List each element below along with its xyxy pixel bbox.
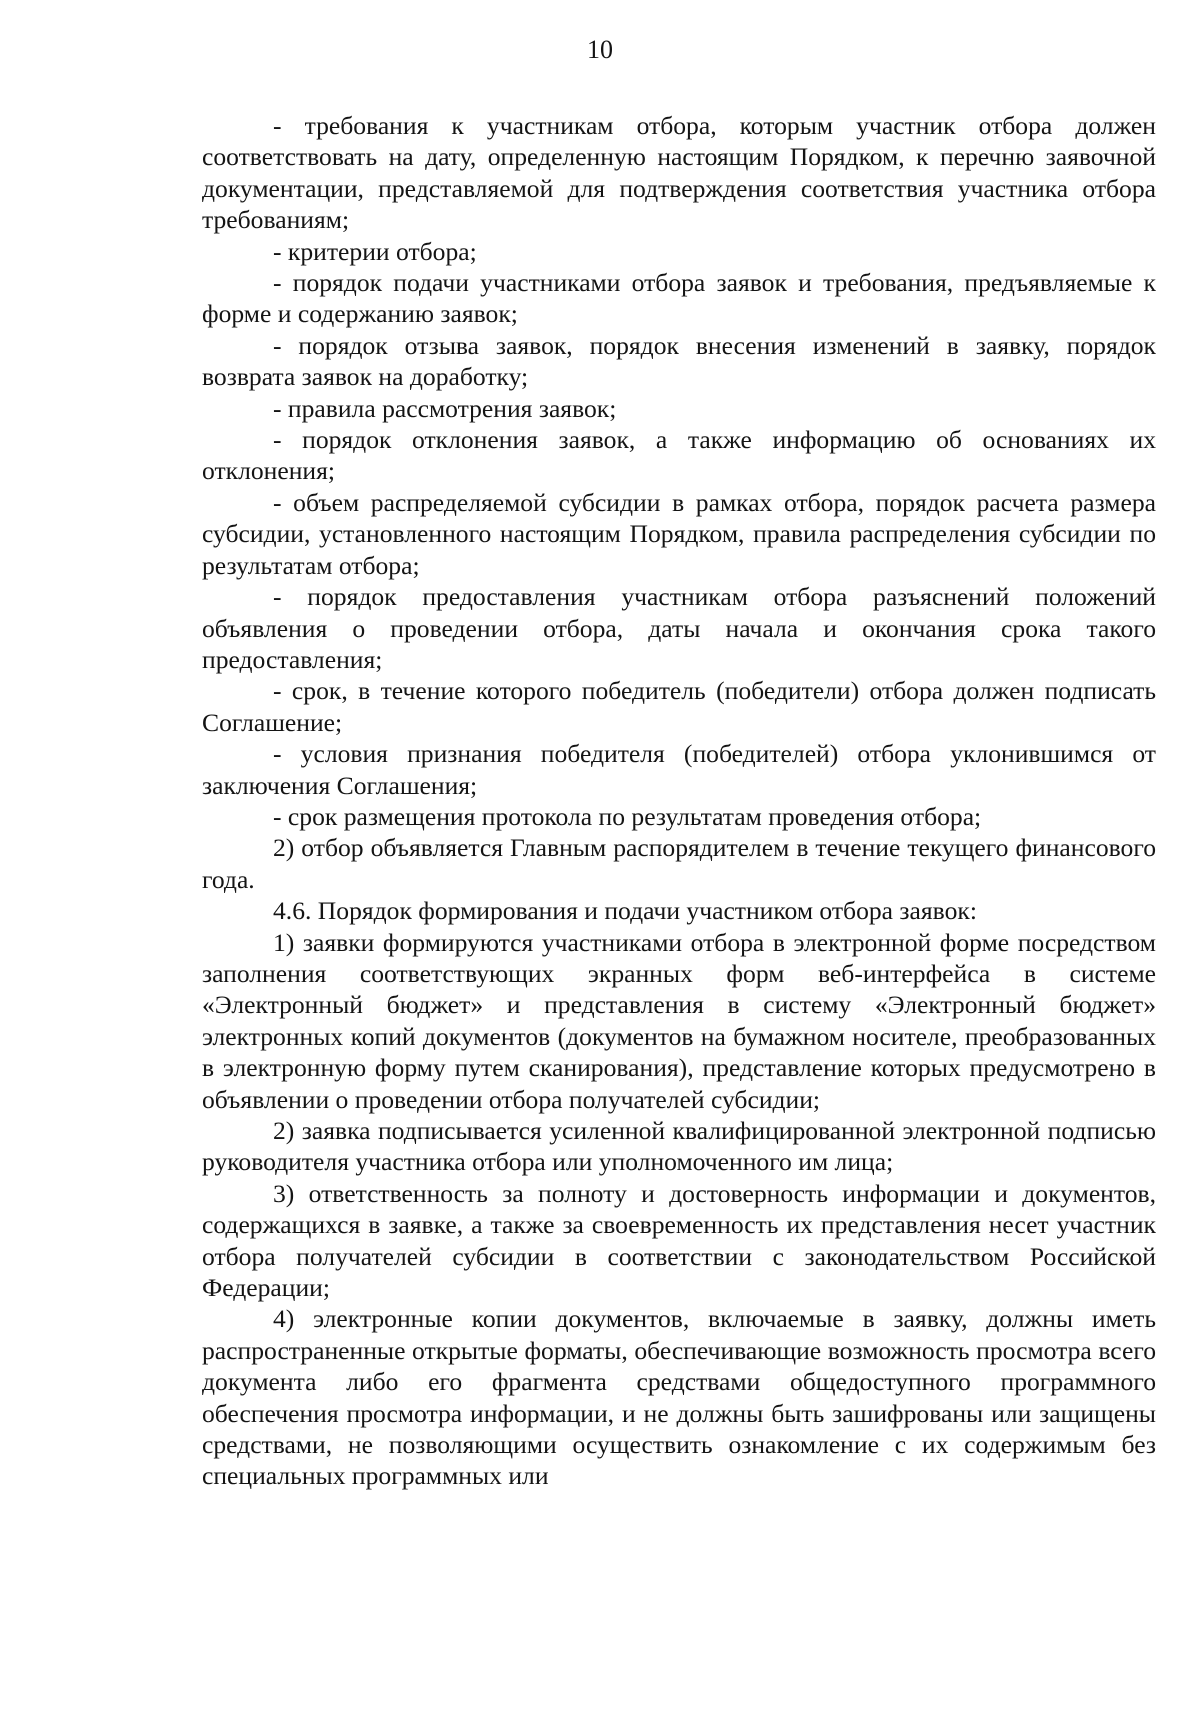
paragraph-criteria: - критерии отбора; (273, 236, 477, 266)
paragraph-rejection-order: - порядок отклонения заявок, а также информацию об основаниях их отклонения; (202, 425, 1156, 486)
section-heading-4-6: 4.6. Порядок формирования и подачи участником отбора заявок: (273, 896, 977, 926)
paragraph-review-rules: - правила рассмотрения заявок; (273, 393, 617, 423)
paragraph-signing-term: - срок, в течение которого победитель (победители) отбора должен подписать Соглашение; (202, 676, 1156, 737)
document-body (202, 110, 1156, 1492)
paragraph-responsibility: 3) ответственность за полноту и достоверность информации и документов, содержащихся в заявке, а также за своевременность их представления несет участник отбора получателей субсидии в соответствии с законодательством Российской Федерации; (202, 1178, 1156, 1303)
paragraph-submission-order: - порядок подачи участниками отбора заявок и требования, предъявляемые к форме и содержанию заявок; (202, 268, 1156, 329)
paragraph-selection-announcement: 2) отбор объявляется Главным распорядителем в течение текущего финансового года. (202, 833, 1156, 894)
paragraph-requirements: - требования к участникам отбора, которым участник отбора должен соответствовать на дату, определенную настоящим Порядком, к перечню заявочной документации, представляемой для подтверждения соответствия участника отбора требованиям; (202, 111, 1156, 235)
paragraph-withdrawal-order: - порядок отзыва заявок, порядок внесения изменений в заявку, порядок возврата заявок на доработку; (202, 330, 1156, 392)
paragraph-subsidy-volume: - объем распределяемой субсидии в рамках отбора, порядок расчета размера субсидии, установленного настоящим Порядком, правила распределения субсидии по результатам отбора; (202, 487, 1156, 580)
paragraph-protocol-term: - срок размещения протокола по результатам проведения отбора; (273, 801, 982, 831)
page-number: 10 (587, 35, 613, 64)
paragraph-electronic-copies: 4) электронные копии документов, включаемые в заявку, должны иметь распространенные открытые форматы, обеспечивающие возможность просмотра всего документа либо его фрагмента средствами общедоступного программного обеспечения просмотра информации, и не должны быть зашифрованы или защищены средствами, не позволяющими осуществить ознакомление с их содержимым без специальных программных или (202, 1304, 1156, 1491)
paragraph-electronic-form: 1) заявки формируются участниками отбора в электронной форме посредством заполнения соответствующих экранных форм веб-интерфейса в системе «Электронный бюджет» и представления в систему «Электронный бюджет» электронных копий документов (документов на бумажном носителе, преобразованных в электронную форму путем сканирования), представление которых предусмотрено в объявлении о проведении отбора получателей субсидии; (202, 927, 1156, 1114)
paragraph-signature: 2) заявка подписывается усиленной квалифицированной электронной подписью руководителя участника отбора или уполномоченного им лица; (202, 1116, 1156, 1177)
paragraph-evasion-conditions: - условия признания победителя (победителей) отбора уклонившимся от заключения Соглашения; (202, 739, 1156, 800)
paragraph-clarifications: - порядок предоставления участникам отбора разъяснений положений объявления о проведении отбора, даты начала и окончания срока такого предоставления; (202, 582, 1156, 674)
